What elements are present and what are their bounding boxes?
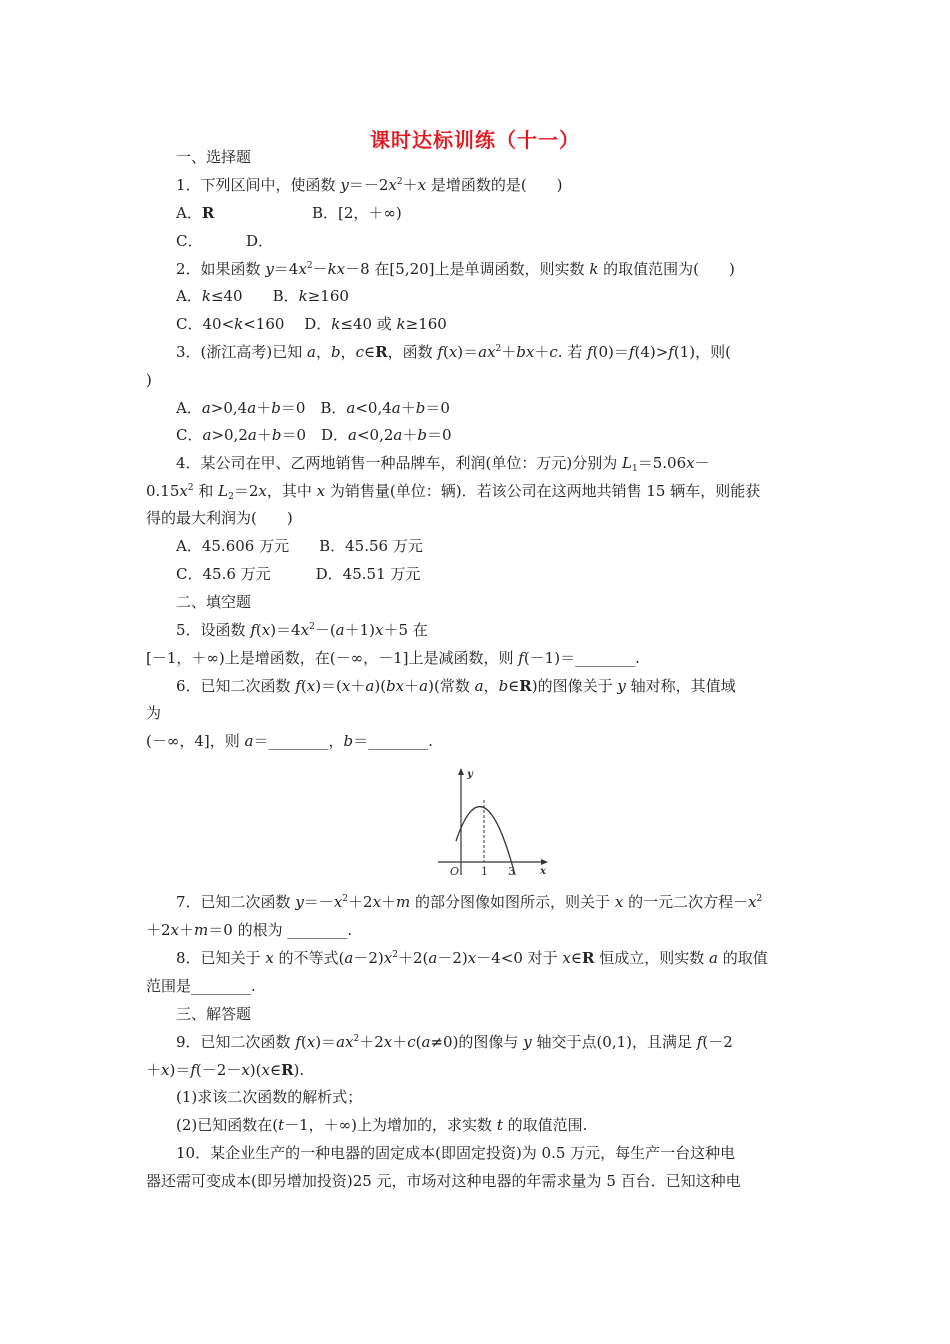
y-axis-label: y [467,769,473,780]
text-line: (－∞，4]，则 a＝________，b＝________. [146,732,433,750]
text-line: ＋x)＝f(－2－x)(x∈R). [146,1061,305,1079]
text-line: (2)已知函数在(t－1，＋∞)上为增加的，求实数 t 的取值范围. [176,1116,588,1134]
x-axis-arrow [541,859,548,865]
text-line: A．k≤40 B．k≥160 [176,287,349,305]
text-line: 一、选择题 [176,148,252,166]
text-line: 范围是________. [146,977,256,995]
page-title: 课时达标训练（十一） [370,128,580,152]
text-line: B．[2，＋∞) [312,204,402,222]
text-line: C．45.6 万元 D．45.51 万元 [176,565,421,583]
tick-label-3: 3 [508,865,515,878]
text-line: C．a>0,2a＋b＝0 D．a<0,2a＋b＝0 [176,426,452,444]
text-line: 7．已知二次函数 $y=-x^2+2x+m$ 的部分图像如图所示，则关于 x 的一元二次方程$-x^2$ [176,893,763,911]
text-line: $0.15x^2$ 和 $L_2=2x$，其中 x 为销售量(单位：辆)．若该公司在这两地共销售 15 辆车，则能获 [146,482,761,502]
text-line: 10．某企业生产的一种电器的固定成本(即固定投资)为 0.5 万元，每生产一台这种电 [176,1144,736,1162]
origin-label: O [450,865,460,878]
x-axis-label: x [540,866,546,877]
text-line: ＋2x＋m＝0 的根为 ________. [146,921,353,939]
text-line: [－1，＋∞)上是增函数，在(－∞，－1]上是减函数，则 f(－1)＝________. [146,649,640,667]
y-axis-arrow [458,768,464,775]
text-line: 8．已知关于 x 的不等式$(a-2)x^2+2(a-2)x-4<0$ 对于 x∈R 恒成立，则实数 a 的取值 [176,949,768,967]
text-line: 5．设函数 $f(x)=4x^2-(a+1)x+5$ 在 [176,621,428,639]
text-line: 4．某公司在甲、乙两地销售一种品牌车，利润(单位：万元)分别为 $L_1=5.06x-$ [176,454,710,474]
text-line: 三、解答题 [176,1005,252,1023]
text-line: A．R [176,204,215,222]
parabola-figure [432,763,554,883]
text-line: 为 [146,704,162,722]
text-line: A．45.606 万元 B．45.56 万元 [176,537,423,555]
text-line: (1)求该二次函数的解析式； [176,1088,363,1106]
text-line: 1．下列区间中，使函数 $y=-2x^2+x$ 是增函数的是( ) [176,176,563,194]
text-line: A．a>0,4a＋b＝0 B．a<0,4a＋b＝0 [176,399,450,417]
text-line: ) [146,371,152,389]
text-line: C． [176,232,203,250]
text-line: 9．已知二次函数 $f(x)=ax^2+2x+c(a\ne 0)$的图像与 y 轴交于点(0,1)，且满足 f(－2 [176,1033,733,1051]
text-line: C．40<k<160 D．k≤40 或 k≥160 [176,315,447,333]
text-line: D． [246,232,274,250]
text-line: 二、填空题 [176,593,252,611]
text-line: 6．已知二次函数 f(x)＝(x＋a)(bx＋a)(常数 a，b∈R)的图像关于 y 轴对称，其值域 [176,677,736,695]
text-line: 2．如果函数 $y=4x^2-kx-8$ 在[5,20]上是单调函数，则实数 k 的取值范围为( ) [176,260,735,278]
tick-label-1: 1 [481,865,488,878]
text-line: 得的最大利润为( ) [146,509,293,527]
text-line: 器还需可变成本(即另增加投资)25 元，市场对这种电器的年需求量为 5 百台．已知这种电 [146,1172,741,1190]
text-line: 3．(浙江高考)已知 a，b，c∈R，函数 $f(x)=ax^2+bx+c$. 若 f(0)＝f(4)>f(1)，则( [176,343,731,361]
